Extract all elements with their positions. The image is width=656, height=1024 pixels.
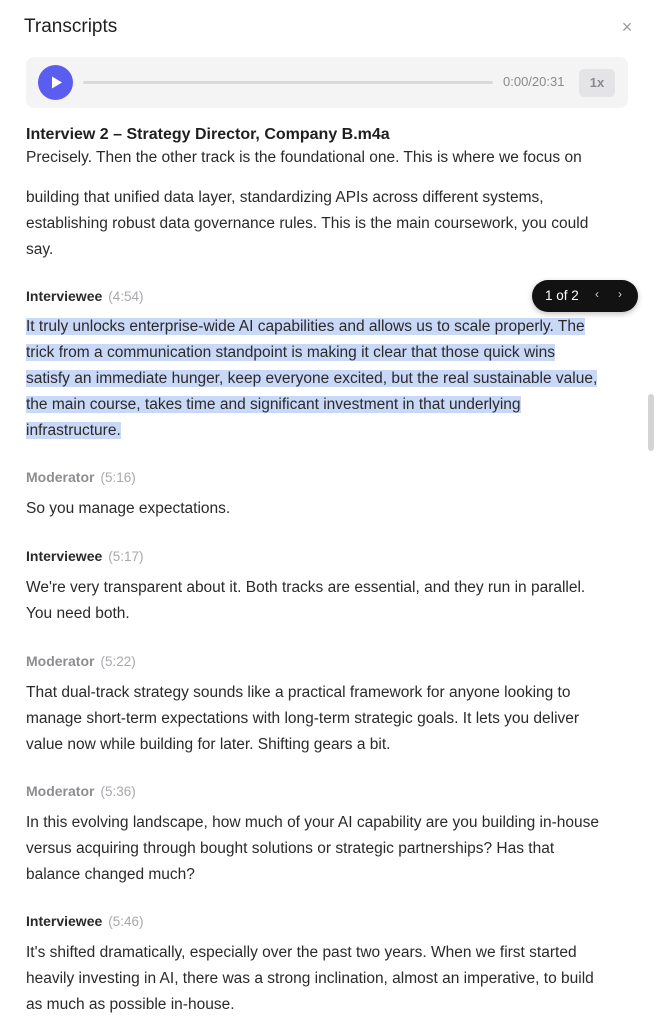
search-highlight: It truly unlocks enterprise-wide AI capabilities and allows us to scale properly. The <box>26 318 585 335</box>
speaker-name: Moderator <box>26 653 95 669</box>
text-line: building that unified data layer, standardizing APIs across different systems, <box>26 189 544 206</box>
text-line: balance changed much? <box>26 866 195 883</box>
speaker-timestamp[interactable]: (5:17) <box>108 549 144 564</box>
playback-speed-button[interactable]: 1x <box>579 69 615 97</box>
text-line: value now while building for later. Shifting gears a bit. <box>26 736 391 753</box>
text-line: say. <box>26 241 54 258</box>
partial-line-text: Precisely. Then the other track is the foundational one. This is where we focus on <box>26 149 582 166</box>
speaker-name: Moderator <box>26 469 95 485</box>
chevron-left-icon[interactable]: ‹ <box>595 287 599 301</box>
transcript-partial-line <box>26 149 626 171</box>
play-icon <box>51 76 63 89</box>
search-highlight: satisfy an immediate hunger, keep everyone excited, but the real sustainable value, <box>26 370 598 387</box>
transcript-text <box>26 575 626 627</box>
text-line: It's shifted dramatically, especially over the past two years. When we first started <box>26 944 577 961</box>
speaker-timestamp[interactable]: (5:46) <box>108 914 144 929</box>
file-name: Interview 2 – Strategy Director, Company B.m4a <box>26 126 390 143</box>
playback-time: 0:00/20:31 <box>503 74 565 89</box>
speaker-name: Interviewee <box>26 548 103 564</box>
speaker-timestamp[interactable]: (5:36) <box>100 784 136 799</box>
transcript-text <box>26 185 626 263</box>
text-line: establishing robust data governance rules. This is the main coursework, you could <box>26 215 589 232</box>
speaker-name: Interviewee <box>26 288 103 304</box>
panel-header <box>0 0 656 56</box>
text-line: as much as possible in-house. <box>26 996 235 1013</box>
speaker-label <box>26 288 144 304</box>
speaker-timestamp[interactable]: (5:16) <box>100 470 136 485</box>
transcript-text <box>26 680 626 758</box>
speaker-label <box>26 653 136 669</box>
text-line: That dual-track strategy sounds like a practical framework for anyone looking to <box>26 684 571 701</box>
text-line: versus acquiring through bought solutions or strategic partnerships? Has that <box>26 840 555 857</box>
transcript-text <box>26 314 626 444</box>
play-button[interactable] <box>38 65 73 100</box>
transcript-text <box>26 940 626 1018</box>
text-line: manage short-term expectations with long-term strategic goals. It lets you deliver <box>26 710 580 727</box>
panel-title: Transcripts <box>24 16 118 37</box>
speaker-name: Moderator <box>26 783 95 799</box>
search-match-navigator <box>532 280 638 312</box>
audio-player <box>26 57 628 108</box>
close-icon[interactable]: × <box>621 17 633 37</box>
speaker-timestamp[interactable]: (5:22) <box>100 654 136 669</box>
progress-track[interactable] <box>83 81 493 84</box>
text-line: heavily investing in AI, there was a strong inclination, almost an imperative, to build <box>26 970 594 987</box>
speaker-label <box>26 913 144 929</box>
text-line: You need both. <box>26 605 130 622</box>
text-line: We're very transparent about it. Both tracks are essential, and they run in parallel. <box>26 579 586 596</box>
transcript-text <box>26 496 626 522</box>
search-highlight: the main course, takes time and significant investment in that underlying <box>26 396 521 413</box>
chevron-right-icon[interactable]: › <box>618 287 622 301</box>
search-match-count: 1 of 2 <box>545 288 579 303</box>
transcript-text <box>26 810 626 888</box>
search-highlight: infrastructure. <box>26 422 121 439</box>
speaker-label <box>26 783 136 799</box>
speaker-label <box>26 548 144 564</box>
scrollbar-thumb[interactable] <box>648 394 654 451</box>
speaker-name: Interviewee <box>26 913 103 929</box>
speaker-label <box>26 469 136 485</box>
speaker-timestamp[interactable]: (4:54) <box>108 289 144 304</box>
text-line: In this evolving landscape, how much of your AI capability are you building in-house <box>26 814 599 831</box>
text-line: So you manage expectations. <box>26 500 231 517</box>
search-highlight: trick from a communication standpoint is making it clear that those quick wins <box>26 344 555 361</box>
